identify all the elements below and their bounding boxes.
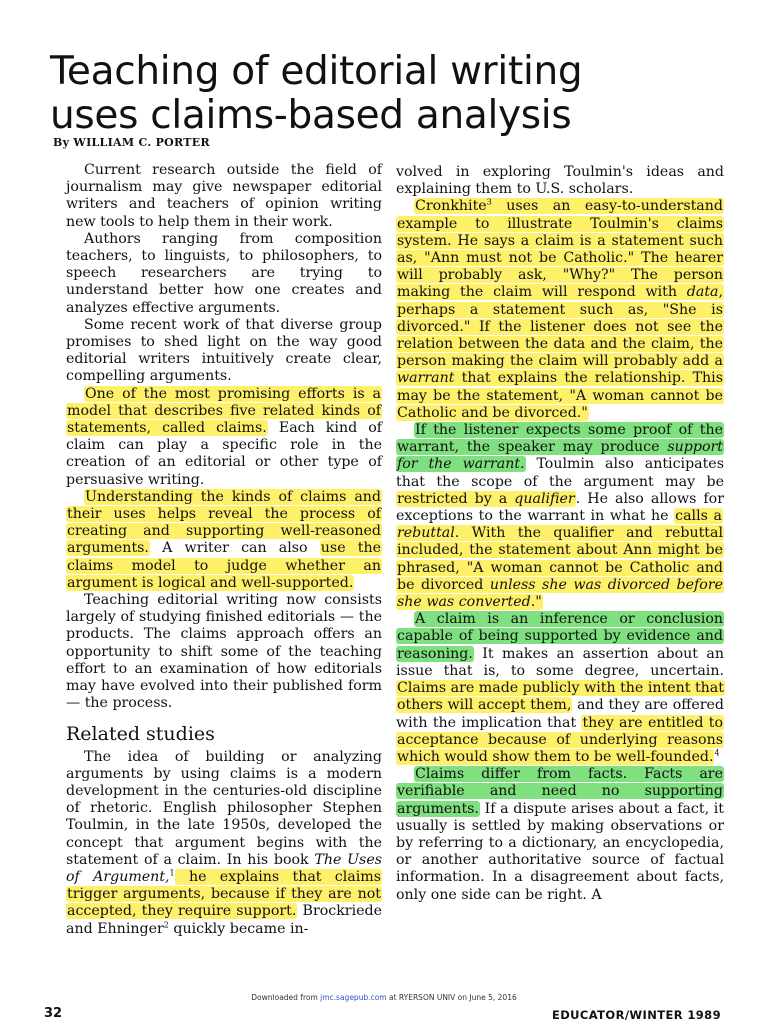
paragraph: volved in exploring Toulmin's ideas and explaining them to U.S. scholars.	[396, 164, 724, 198]
text-run: The idea of building or analyzing arguments by using claims is a modern development in the centuries-old discipline of rhetoric. English philosopher Stephen Toulmin, in the late 1950s, developed the concept that argument begins with the statement of a claim. In his book	[66, 748, 382, 868]
text-run: . He also allows for exceptions to the warrant in what he	[396, 490, 724, 525]
paragraph: Teaching editorial writing now consists largely of studying finished editorials — the products. The claims approach offers an opportunity to shift some of the teaching effort to an examination of how editorials may have evolved into their published form — the process.	[66, 592, 382, 712]
text-run: that explains the relationship. This may be the statement, "A woman cannot be Catholic and be divorced."	[397, 370, 723, 421]
text-run: calls a	[675, 508, 722, 525]
footnote-ref: 4	[714, 748, 720, 758]
paragraph	[66, 386, 382, 489]
highlight-yellow	[396, 198, 724, 420]
footnote-ref: 2	[163, 919, 169, 929]
text-run: Brockriede and Ehninger	[66, 903, 383, 937]
highlight-green: Claims differ from facts. Facts are verifiable and need no supporting arguments.	[397, 766, 723, 817]
text-run: If the listener expects some proof of the warrant, the speaker may produce	[397, 422, 723, 456]
author-name: Cronkhite	[415, 198, 487, 215]
text-run: restricted by a	[397, 490, 515, 507]
quote-italic: unless she was divorced before she was converted	[397, 576, 723, 611]
highlight-yellow: Understanding the kinds of claims and their uses helps reveal the process of creating and supporting well-reasoned arguments.	[67, 488, 381, 557]
download-suffix: at RYERSON UNIV on June 5, 2016	[386, 993, 517, 1002]
text-run: If a dispute arises about a fact, it usually is settled by making observations or by referring to a dictionary, an encyclopedia, or another authoritative source of factual information. In a disagreement about facts, only one side can be right. A	[396, 800, 724, 903]
text-run: It makes an assertion about an issue that is, to some degree, uncertain.	[396, 645, 724, 679]
term-qualifier: qualifier	[514, 490, 575, 507]
title-line-1: Teaching of editorial writing	[50, 49, 583, 94]
download-prefix: Downloaded from	[251, 993, 321, 1002]
text-run: A writer can also	[149, 540, 320, 557]
book-title: The Uses of Argument,	[66, 851, 382, 885]
running-footer: EDUCATOR/WINTER 1989	[551, 1008, 721, 1022]
paragraph	[396, 766, 724, 904]
text-run: quickly became in-	[168, 920, 309, 937]
highlight-yellow: One of the most promising efforts is a model that describes five related kinds of statements, called claims.	[67, 385, 381, 437]
title-line-2: uses claims-based analysis	[50, 93, 572, 138]
highlight-yellow	[396, 491, 576, 507]
paragraph	[396, 198, 724, 422]
term-data: data	[686, 284, 719, 301]
highlight-yellow: Claims are made publicly with the intent that others will accept them,	[397, 680, 724, 714]
byline: By WILLIAM C. PORTER	[53, 136, 210, 149]
term-rebuttal: rebuttal	[397, 525, 455, 542]
footnote-ref: 1	[169, 868, 175, 878]
text-run: . With the qualifier and rebuttal included, the statement about Ann might be phrased, "A woman cannot be Catholic and be divorced	[397, 525, 723, 593]
right-column	[396, 164, 724, 904]
page-number: 32	[44, 1006, 63, 1021]
section-heading: Related studies	[66, 722, 215, 745]
highlight-yellow: use the claims model to judge whether an argument is logical and well-supported.	[67, 540, 382, 591]
paragraph: Current research outside the field of journalism may give newspaper editorial writers and teachers of opinion writing new tools to help them in their work.	[66, 162, 382, 230]
footnote-ref: 3	[486, 197, 492, 207]
highlight-yellow: they are entitled to acceptance because of underlying reasons which would show them to be well-founded.	[397, 714, 723, 765]
text-run: ."	[530, 594, 542, 611]
term-support: support for the warrant.	[397, 439, 723, 473]
text-run: Each kind of claim can play a specific role in the creation of an editorial or other type of persuasive writing.	[66, 420, 383, 488]
article-title	[50, 50, 750, 138]
text-run: uses an easy-to-understand example to illustrate Toulmin's claims system. He says a claim is a statement such as, "Ann must not be Catholic." The hearer will probably ask, "Why?" The person making the claim will respond with	[397, 198, 723, 301]
paragraph	[66, 489, 382, 592]
text-run: and they are offered with the implication that	[396, 697, 724, 731]
term-warrant: warrant	[397, 370, 455, 387]
text-run: , perhaps a statement such as, "She is divorced." If the listener does not see the relation between the data and the claim, the person making the claim will probably add a	[397, 284, 723, 370]
source-link[interactable]: jmc.sagepub.com	[320, 993, 387, 1002]
paragraph: Authors ranging from composition teachers, to linguists, to philosophers, to speech researchers are trying to understand better how one creates and analyzes effective arguments.	[66, 230, 382, 316]
left-column	[66, 162, 382, 938]
text-run: Toulmin also anticipates that the scope of the argument may be	[396, 456, 724, 490]
paragraph	[396, 611, 724, 766]
paragraph	[396, 422, 724, 611]
highlight-green: A claim is an inference or conclusion capable of being supported by evidence and reasoning.	[397, 611, 723, 662]
download-notice	[0, 993, 768, 1002]
paragraph: Some recent work of that diverse group promises to shed light on the way good editorial writers intuitively create clear, compelling arguments.	[66, 316, 382, 385]
paragraph	[66, 749, 382, 938]
highlight-yellow: he explains that claims trigger arguments, because if they are not accepted, they require support.	[67, 868, 382, 920]
